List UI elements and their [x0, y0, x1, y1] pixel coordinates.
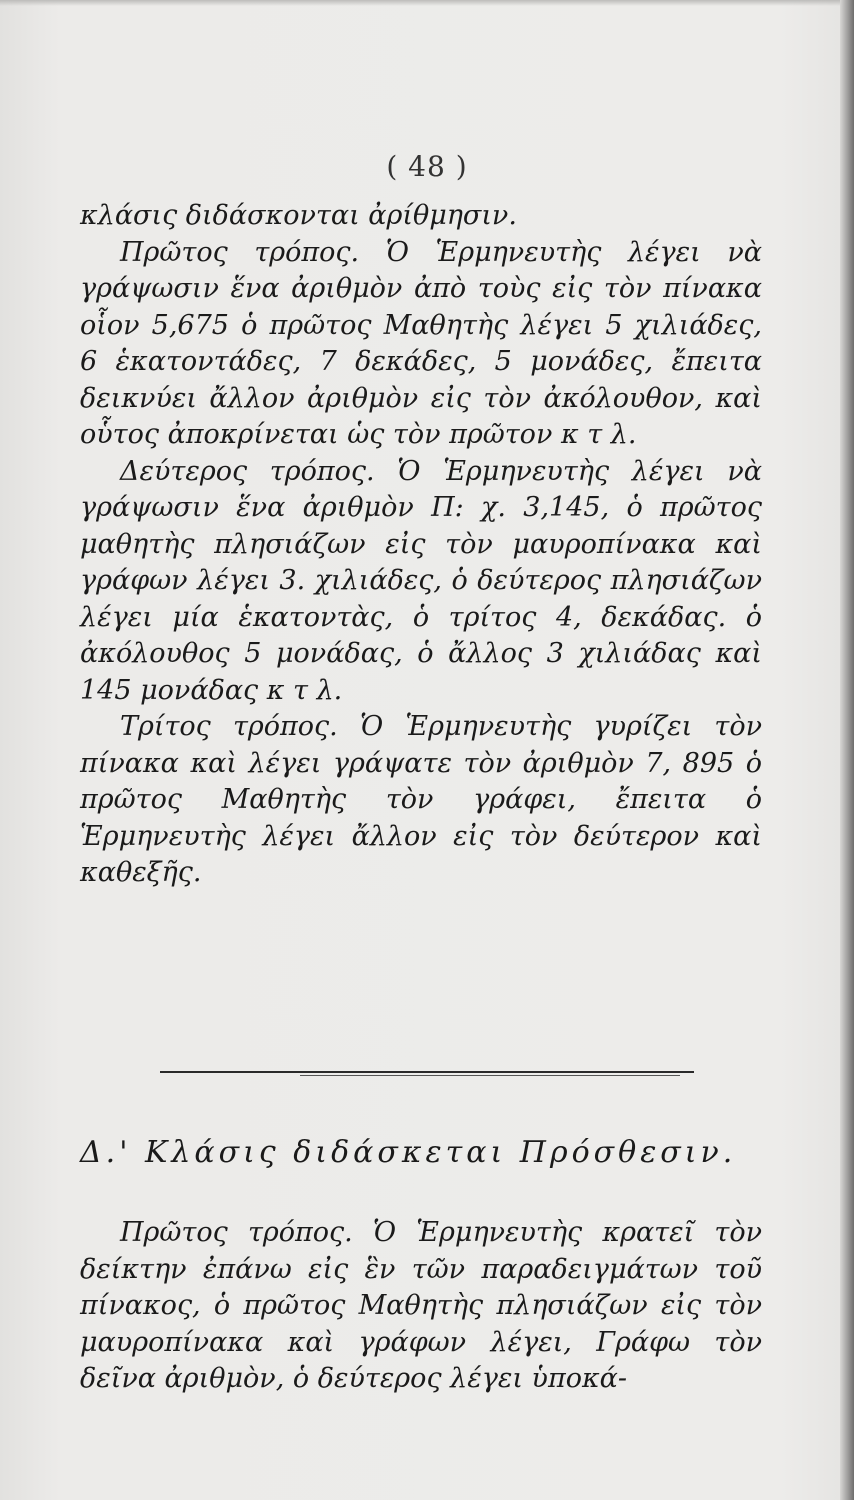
section-divider-thin	[300, 1075, 680, 1076]
page-top-shadow	[0, 0, 854, 6]
paragraph-second-method: Δεύτερος τρόπος. Ὁ Ἑρμηνευτὴς λέγει νὰ γράψωσιν ἕνα ἀριθμὸν Π: χ. 3,145, ὁ πρῶτος μαθητὴς πλησιάζων εἰς τὸν μαυροπίνακα καὶ γράφων λέγει 3. χιλιάδες, ὁ δεύτερος πλησιάζων λέγει μία ἑκατοντὰς, ὁ τρίτος 4, δεκάδας. ὁ ἀκόλουθος 5 μονάδας, ὁ ἄλλος 3 χιλιάδας καὶ 145 μονάδας κ τ λ.	[80, 455, 762, 706]
paragraph-continuation: κλάσις διδάσκονται ἀρίθμησιν.	[80, 200, 517, 231]
text-block-addition	[80, 1215, 762, 1398]
section-divider	[160, 1071, 694, 1073]
section-heading: Δ.' Κλάσις διδάσκεται Πρόσθεσιν.	[80, 1135, 737, 1170]
text-block-counting	[80, 198, 762, 892]
paragraph-third-method: Τρίτος τρόπος. Ὁ Ἑρμηνευτὴς γυρίζει τὸν πίνακα καὶ λέγει γράψατε τὸν ἀριθμὸν 7, 895 ὁ πρῶτος Μαθητὴς τὸν γράφει, ἔπειτα ὁ Ἑρμηνευτὴς λέγει ἄλλον εἰς τὸν δεύτερον καὶ καθεξῆς.	[80, 711, 762, 888]
page-right-edge	[840, 0, 854, 1500]
page-number: ( 48 )	[386, 150, 468, 183]
paragraph-first-method: Πρῶτος τρόπος. Ὁ Ἑρμηνευτὴς λέγει νὰ γράψωσιν ἕνα ἀριθμὸν ἀπὸ τοὺς εἰς τὸν πίνακα οἷον 5,675 ὁ πρῶτος Μαθητὴς λέγει 5 χιλιάδες, 6 ἑκατοντάδες, 7 δεκάδες, 5 μονάδες, ἔπειτα δεικνύει ἄλλον ἀριθμὸν εἰς τὸν ἀκόλουθον, καὶ οὗτος ἀποκρίνεται ὡς τὸν πρῶτον κ τ λ.	[80, 236, 762, 450]
paragraph-addition-first-method: Πρῶτος τρόπος. Ὁ Ἑρμηνευτὴς κρατεῖ τὸν δείκτην ἐπάνω εἰς ἓν τῶν παραδειγμάτων τοῦ πίνακος, ὁ πρῶτος Μαθητὴς πλησιάζων εἰς τὸν μαυροπίνακα καὶ γράφων λέγει, Γράφω τὸν δεῖνα ἀριθμὸν, ὁ δεύτερος λέγει ὑποκά-	[80, 1217, 762, 1394]
